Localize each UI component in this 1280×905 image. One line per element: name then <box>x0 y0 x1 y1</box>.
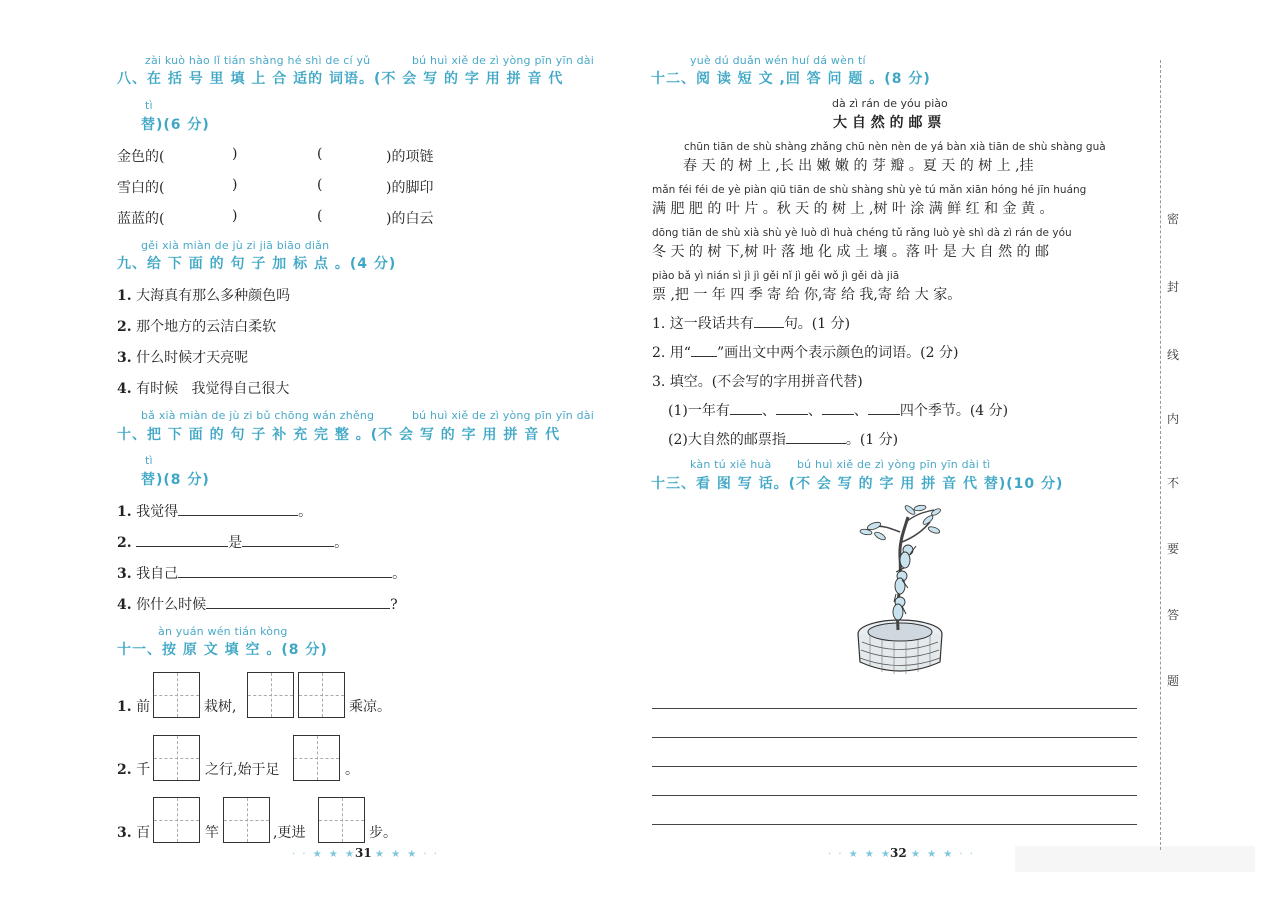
s10-item-3-blank[interactable] <box>178 563 392 578</box>
seal-char-3: 线 <box>1167 348 1180 362</box>
s13-pinyin-2: bú huì xiě de zì yòng pīn yīn dài tì <box>797 458 991 471</box>
s11-item-2-box-2[interactable] <box>293 735 340 781</box>
s8-row-3-c: ( <box>317 208 323 224</box>
s12-q3a-blank-2[interactable] <box>776 400 808 415</box>
article-line-1: 春 天 的 树 上 ,长 出 嫩 嫩 的 芽 瓣 。夏 天 的 树 上 ,挂 <box>683 158 1034 174</box>
s10-item-4-blank[interactable] <box>206 594 390 609</box>
s11-item-2-box-1[interactable] <box>153 735 200 781</box>
article-line-2: 满 肥 肥 的 叶 片 。秋 天 的 树 上 ,树 叶 涂 满 鲜 红 和 金 黄 。 <box>652 201 1054 217</box>
s11-item-2-num-text <box>117 759 150 779</box>
s10-item-3-num: 3. <box>117 566 132 582</box>
article-line-3: 冬 天 的 树 下,树 叶 落 地 化 成 土 壤 。落 叶 是 大 自 然 的 邮 <box>652 244 1050 260</box>
s10-item-2-num: 2. <box>117 535 132 551</box>
writing-line-3[interactable] <box>652 766 1137 767</box>
s8-title-cont: 替)(6 分) <box>141 117 210 133</box>
s10-title-cont: 替)(8 分) <box>141 472 210 488</box>
seal-char-5: 不 <box>1167 476 1180 490</box>
s12-q1-blank[interactable] <box>754 313 784 328</box>
article-title-pinyin: dà zì rán de yóu piào <box>832 97 948 110</box>
s12-q3b-blank[interactable] <box>786 429 846 444</box>
s11-item-3-box-3[interactable] <box>318 797 365 843</box>
s9-title: 九、给 下 面 的 句 子 加 标 点 。(4 分) <box>117 256 397 272</box>
s13-title: 十三、看 图 写 话。(不 会 写 的 字 用 拼 音 代 替)(10 分) <box>651 476 1064 492</box>
s12-q3a-pre: (1)一年有 <box>668 403 730 419</box>
s8-row-1-c: ( <box>317 146 323 162</box>
s9-item-3-text: 什么时候才天亮呢 <box>136 350 249 366</box>
s11-item-3-t4: 步。 <box>369 825 397 841</box>
article-line-1-pinyin: chūn tiān de shù shàng zhǎng chū nèn nèn de yá bàn xià tiān de shù shàng guà <box>684 141 1106 153</box>
s9-item-4-text: 有时候 我觉得自己很大 <box>136 381 290 397</box>
article-line-4-pinyin: piào bǎ yì nián sì jì jì gěi nǐ jì gěi wǒ jì gěi dà jiā <box>652 270 900 282</box>
s11-pinyin: àn yuán wén tián kòng <box>158 625 288 638</box>
s8-title: 八、在 括 号 里 填 上 合 适的 词语。(不 会 写 的 字 用 拼 音 代 <box>117 71 564 87</box>
s12-question-2 <box>652 342 958 362</box>
left-footer-dots-right: ★ ★ ★ · · <box>375 849 439 860</box>
s12-q3a-sep-3: 、 <box>853 403 868 419</box>
s12-q3a-blank-4[interactable] <box>868 400 900 415</box>
s9-item-3 <box>117 347 248 367</box>
s12-q1-pre: 1. 这一段话共有 <box>652 316 754 332</box>
s8-row-1-b: ) <box>232 146 238 162</box>
s12-q3b-pre: (2)大自然的邮票指 <box>668 432 786 448</box>
s11-item-1-t1: 前 <box>136 699 151 715</box>
writing-line-2[interactable] <box>652 737 1137 738</box>
s10-item-1-blank[interactable] <box>178 501 298 516</box>
s12-q3a-sep-1: 、 <box>761 403 776 419</box>
s10-item-2-blank-2[interactable] <box>242 532 334 547</box>
s13-pinyin-1: kàn tú xiě huà <box>690 458 772 471</box>
s10-item-2-blank-1[interactable] <box>136 532 228 547</box>
s11-item-2-num: 2. <box>117 762 132 778</box>
s11-item-3-t1: 百 <box>136 825 151 841</box>
s11-item-3-t2: 竿 <box>205 825 219 841</box>
s9-pinyin: gěi xià miàn de jù zi jiā biāo diǎn <box>141 239 330 252</box>
left-page-number: 31 <box>355 846 372 860</box>
s11-item-1-num: 1. <box>117 699 132 715</box>
s10-item-1 <box>117 501 312 521</box>
left-footer-dots-left: · · ★ ★ ★ <box>292 849 356 860</box>
s10-item-2 <box>117 532 348 552</box>
s8-pinyin-3: tì <box>145 99 153 112</box>
writing-line-5[interactable] <box>652 824 1137 825</box>
s11-title: 十一、按 原 文 填 空 。(8 分) <box>117 642 328 658</box>
s11-item-1-num-text <box>117 696 150 716</box>
s10-item-2-mid: 是 <box>228 535 243 551</box>
s8-row-2-b: ) <box>232 177 238 193</box>
s8-row-3-d: )的白云 <box>386 211 434 227</box>
s9-item-1-text: 大海真有那么多种颜色吗 <box>136 288 291 304</box>
s8-row-3-b: ) <box>232 208 238 224</box>
seal-char-6: 要 <box>1167 542 1180 556</box>
s10-item-4-post: ? <box>390 597 398 613</box>
writing-line-1[interactable] <box>652 708 1137 709</box>
seal-char-4: 内 <box>1167 412 1180 426</box>
s9-item-4-num: 4. <box>117 381 132 397</box>
s10-item-4-num: 4. <box>117 597 132 613</box>
seal-char-8: 题 <box>1167 674 1180 688</box>
right-footer-dots-right: ★ ★ ★ · · <box>911 849 975 860</box>
s8-row-1-d: )的项链 <box>386 149 434 165</box>
right-footer-dots-left: · · ★ ★ ★ <box>828 849 892 860</box>
s12-question-3a <box>668 400 1008 420</box>
article-line-2-pinyin: mǎn féi féi de yè piàn qiū tiān de shù shàng shù yè tú mǎn xiān hóng hé jīn huáng <box>652 184 1087 196</box>
s11-item-3-num: 3. <box>117 825 132 841</box>
s8-pinyin-2: bú huì xiě de zì yòng pīn yīn dài <box>412 54 594 67</box>
s12-q2-blank[interactable] <box>691 342 717 357</box>
s10-item-1-post: 。 <box>298 504 313 520</box>
s9-item-2-num: 2. <box>117 319 132 335</box>
s8-row-2-d: )的脚印 <box>386 180 434 196</box>
s9-item-3-num: 3. <box>117 350 132 366</box>
s10-item-1-pre: 我觉得 <box>136 504 179 520</box>
s10-title: 十、把 下 面 的 句 子 补 充 完 整 。(不 会 写 的 字 用 拼 音 代 <box>117 427 561 443</box>
s11-item-1-t2: 栽树, <box>204 699 237 715</box>
seal-line-divider <box>1160 60 1161 850</box>
s12-q2-post: ”画出文中两个表示颜色的词语。(2 分) <box>716 345 959 361</box>
seal-char-1: 密 <box>1167 212 1180 226</box>
s11-item-3-t3: ,更进 <box>273 825 306 841</box>
s8-row-3-a: 蓝蓝的( <box>117 211 165 227</box>
s10-item-4 <box>117 594 398 614</box>
s12-title: 十二、阅 读 短 文 ,回 答 问 题 。(8 分) <box>651 71 931 87</box>
s12-question-3: 3. 填空。(不会写的字用拼音代替) <box>652 374 863 390</box>
s12-q3a-sep-2: 、 <box>807 403 822 419</box>
s11-item-2-t1: 千 <box>136 762 151 778</box>
s10-item-4-pre: 你什么时候 <box>136 597 207 613</box>
article-line-4: 票 ,把 一 年 四 季 寄 给 你,寄 给 我,寄 给 大 家。 <box>652 287 962 303</box>
seal-char-7: 答 <box>1167 608 1180 622</box>
s10-pinyin-2: bú huì xiě de zì yòng pīn yīn dài <box>412 409 594 422</box>
s11-item-1-t3: 乘凉。 <box>349 699 391 715</box>
s10-item-3 <box>117 563 406 583</box>
s12-q3a-post: 四个季节。(4 分) <box>899 403 1009 419</box>
writing-line-4[interactable] <box>652 795 1137 796</box>
s12-q2-pre: 2. 用“ <box>652 345 691 361</box>
s11-item-2-t2: 之行,始于足 <box>205 762 280 778</box>
s9-item-1 <box>117 285 290 305</box>
s12-q1-post: 句。(1 分) <box>783 316 851 332</box>
s12-pinyin: yuè dú duǎn wén huí dá wèn tí <box>690 54 866 67</box>
s11-item-3-num-text <box>117 822 150 842</box>
s11-item-1-box-1[interactable] <box>153 672 200 718</box>
s12-question-3b <box>668 429 898 449</box>
s11-item-1-box-2[interactable] <box>247 672 294 718</box>
s12-question-1 <box>652 313 850 333</box>
s11-item-3-box-1[interactable] <box>153 797 200 843</box>
s10-pinyin-3: tì <box>145 454 153 467</box>
watermark-area <box>1015 846 1255 872</box>
s12-q3a-blank-1[interactable] <box>730 400 762 415</box>
s10-pinyin-1: bǎ xià miàn de jù zi bǔ chōng wán zhěng <box>141 409 375 422</box>
s10-item-3-post: 。 <box>392 566 407 582</box>
s10-item-1-num: 1. <box>117 504 132 520</box>
s8-pinyin-1: zài kuò hào lǐ tián shàng hé shì de cí yǔ <box>145 54 371 67</box>
s12-q3b-post: 。(1 分) <box>845 432 899 448</box>
seal-char-2: 封 <box>1167 280 1180 294</box>
s9-item-2 <box>117 316 276 336</box>
s11-item-1-box-3[interactable] <box>298 672 345 718</box>
article-title: 大 自 然 的 邮 票 <box>833 115 942 131</box>
right-page-number: 32 <box>890 846 907 860</box>
s12-q3a-blank-3[interactable] <box>822 400 854 415</box>
s8-row-1-a: 金色的( <box>117 149 165 165</box>
monkeys-well-illustration <box>850 502 950 677</box>
s10-item-2-post: 。 <box>334 535 349 551</box>
s11-item-2-t3: 。 <box>345 762 359 778</box>
s8-row-2-a: 雪白的( <box>117 180 165 196</box>
article-line-3-pinyin: dōng tiān de shù xià shù yè luò dì huà chéng tǔ rǎng luò yè shì dà zì rán de yóu <box>652 227 1072 239</box>
s10-item-3-pre: 我自己 <box>136 566 179 582</box>
s9-item-1-num: 1. <box>117 288 132 304</box>
s9-item-2-text: 那个地方的云洁白柔软 <box>136 319 277 335</box>
s8-row-2-c: ( <box>317 177 323 193</box>
s11-item-3-box-2[interactable] <box>223 797 270 843</box>
s9-item-4 <box>117 378 289 398</box>
